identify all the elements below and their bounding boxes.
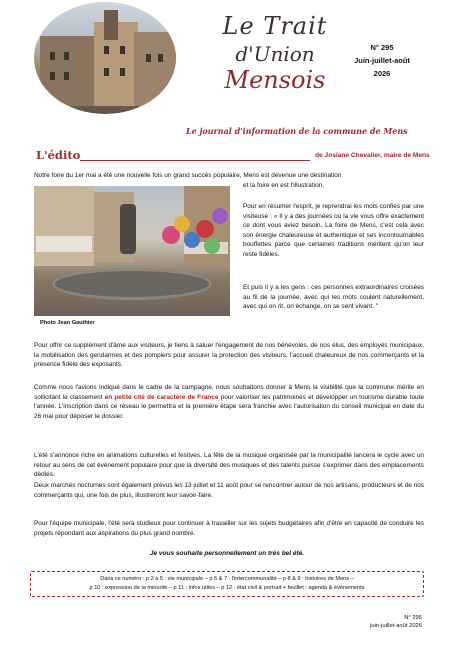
footer-issue [352,614,422,630]
intro-paragraph: Notre foire du 1er mai a été une nouvelle fois un grand succès populaire, Mens est devenue une destination [34,172,342,179]
visitor-quote-paragraph-2: Et puis il y a les gens : ces personnes extraordinaires croisées au fil de la journée, avec qui les mots coulent naturellement, avec qui on rit, on échange, on se sent vivant. " [243,284,424,311]
edito-author: de Josiane Chevalier, maire de Mens [315,152,430,159]
issue-number: N° 295 [370,43,394,52]
title-line-3: Mensois [224,66,326,94]
photo-caption: Photo Jean Gauthier [40,320,95,326]
edito-rule [80,160,310,161]
petite-cite-highlight: en petite cité de caractère de France [104,393,219,401]
title-line-1: Le Trait [222,12,328,40]
summer-paragraph: L'été s'annonce riche en animations culturelles et festives. La fête de la musique organisée par la municipalité lancera le cycle avec un retour au sens de cet évènement populaire pour que la diversité des musiques et des talents puisse s'exprimer dans des emplacements dédiés. [34,452,424,479]
edito-heading-row [36,148,430,164]
markets-paragraph: Deux marchés nocturnes sont également prévus les 13 juillet et 11 août pour se rencontrer autour de nos artisans, producteurs et de nos commerçants qui, une fois de plus, illustreront leur savoir-faire. [34,482,424,499]
visitor-quote-paragraph: Pour en résumer l'esprit, je reprendrai les mots confiés par une visiteuse : « Il y a des journées où la vie vous offre exactement ce dont vous aviez besoin. La foire de Mens, c'est cela avec son énergie chaleureuse et authentique et ses incontournables bouffettes parce que certaines traditions méritent qu'on leur reste fidèles. [243,203,424,258]
contents-line-1: Dans ce numéro : p 2 à 5 : vie municipale – p 6 & 7 : l'intercommunalité – p 8 & 9 : histoires de Mens – [100,576,354,582]
issue-period: Juin-juillet-août [354,55,410,65]
title-line-2: d'Union [235,42,315,66]
edito-heading: L'édito [36,148,81,162]
issue-contents-box [30,571,424,597]
campaign-text-a: Comme nous l'avions indiqué dans le cadre de la campagne, nous souhaitons donner à Mens la visibilité que la commune mérite en sollicitant le classement [34,384,424,401]
team-paragraph: Pour l'équipe municipale, l'été sera studieux pour continuer à travailler sur les sujets budgétaires afin d'être en capacité de conduire les projets répondant aux aspirations du plus grand nombre. [34,520,424,537]
foire-photo [34,186,230,316]
campaign-paragraph [34,383,424,421]
footer-issue-period: juin-juillet-août 2026 [370,623,422,629]
header-town-photo [34,2,176,114]
signature-line: Je vous souhaite personnellement un très bel été. [149,550,305,557]
campaign-text-b: pour valoriser les patrimoines et développer un tourisme durable toute l'année. L'inscription dans ce réseau le permettra et la première étape sera franchie avec l'autorisation du conseil municipal en date du 26 mai pour déposer le dossier. [34,393,424,420]
contents-line-2: p 10 : expression de la minorité – p 11 : infos utiles – p 12 : état civil & portrait + feuillet : agenda & évènements [89,585,365,591]
issue-year: 2026 [373,68,391,78]
thanks-paragraph: Pour offrir ce supplément d'âme aux visiteurs, je tiens à saluer l'engagement de nos bénévoles, de nos élus, des employés municipaux, la mobilisation des gendarmes et des pompiers pour assurer la protection des visiteurs, l'accueil chaleureux de nos commerçants et la présence fidèle des exposants. [34,342,424,369]
journal-subtitle: Le journal d'information de la commune de Mens [186,126,408,136]
journal-title [210,14,340,92]
issue-info [352,42,412,80]
intro-continued: et la foire en est l'illustration. [243,182,325,189]
footer-issue-number: N° 295 [404,615,422,621]
